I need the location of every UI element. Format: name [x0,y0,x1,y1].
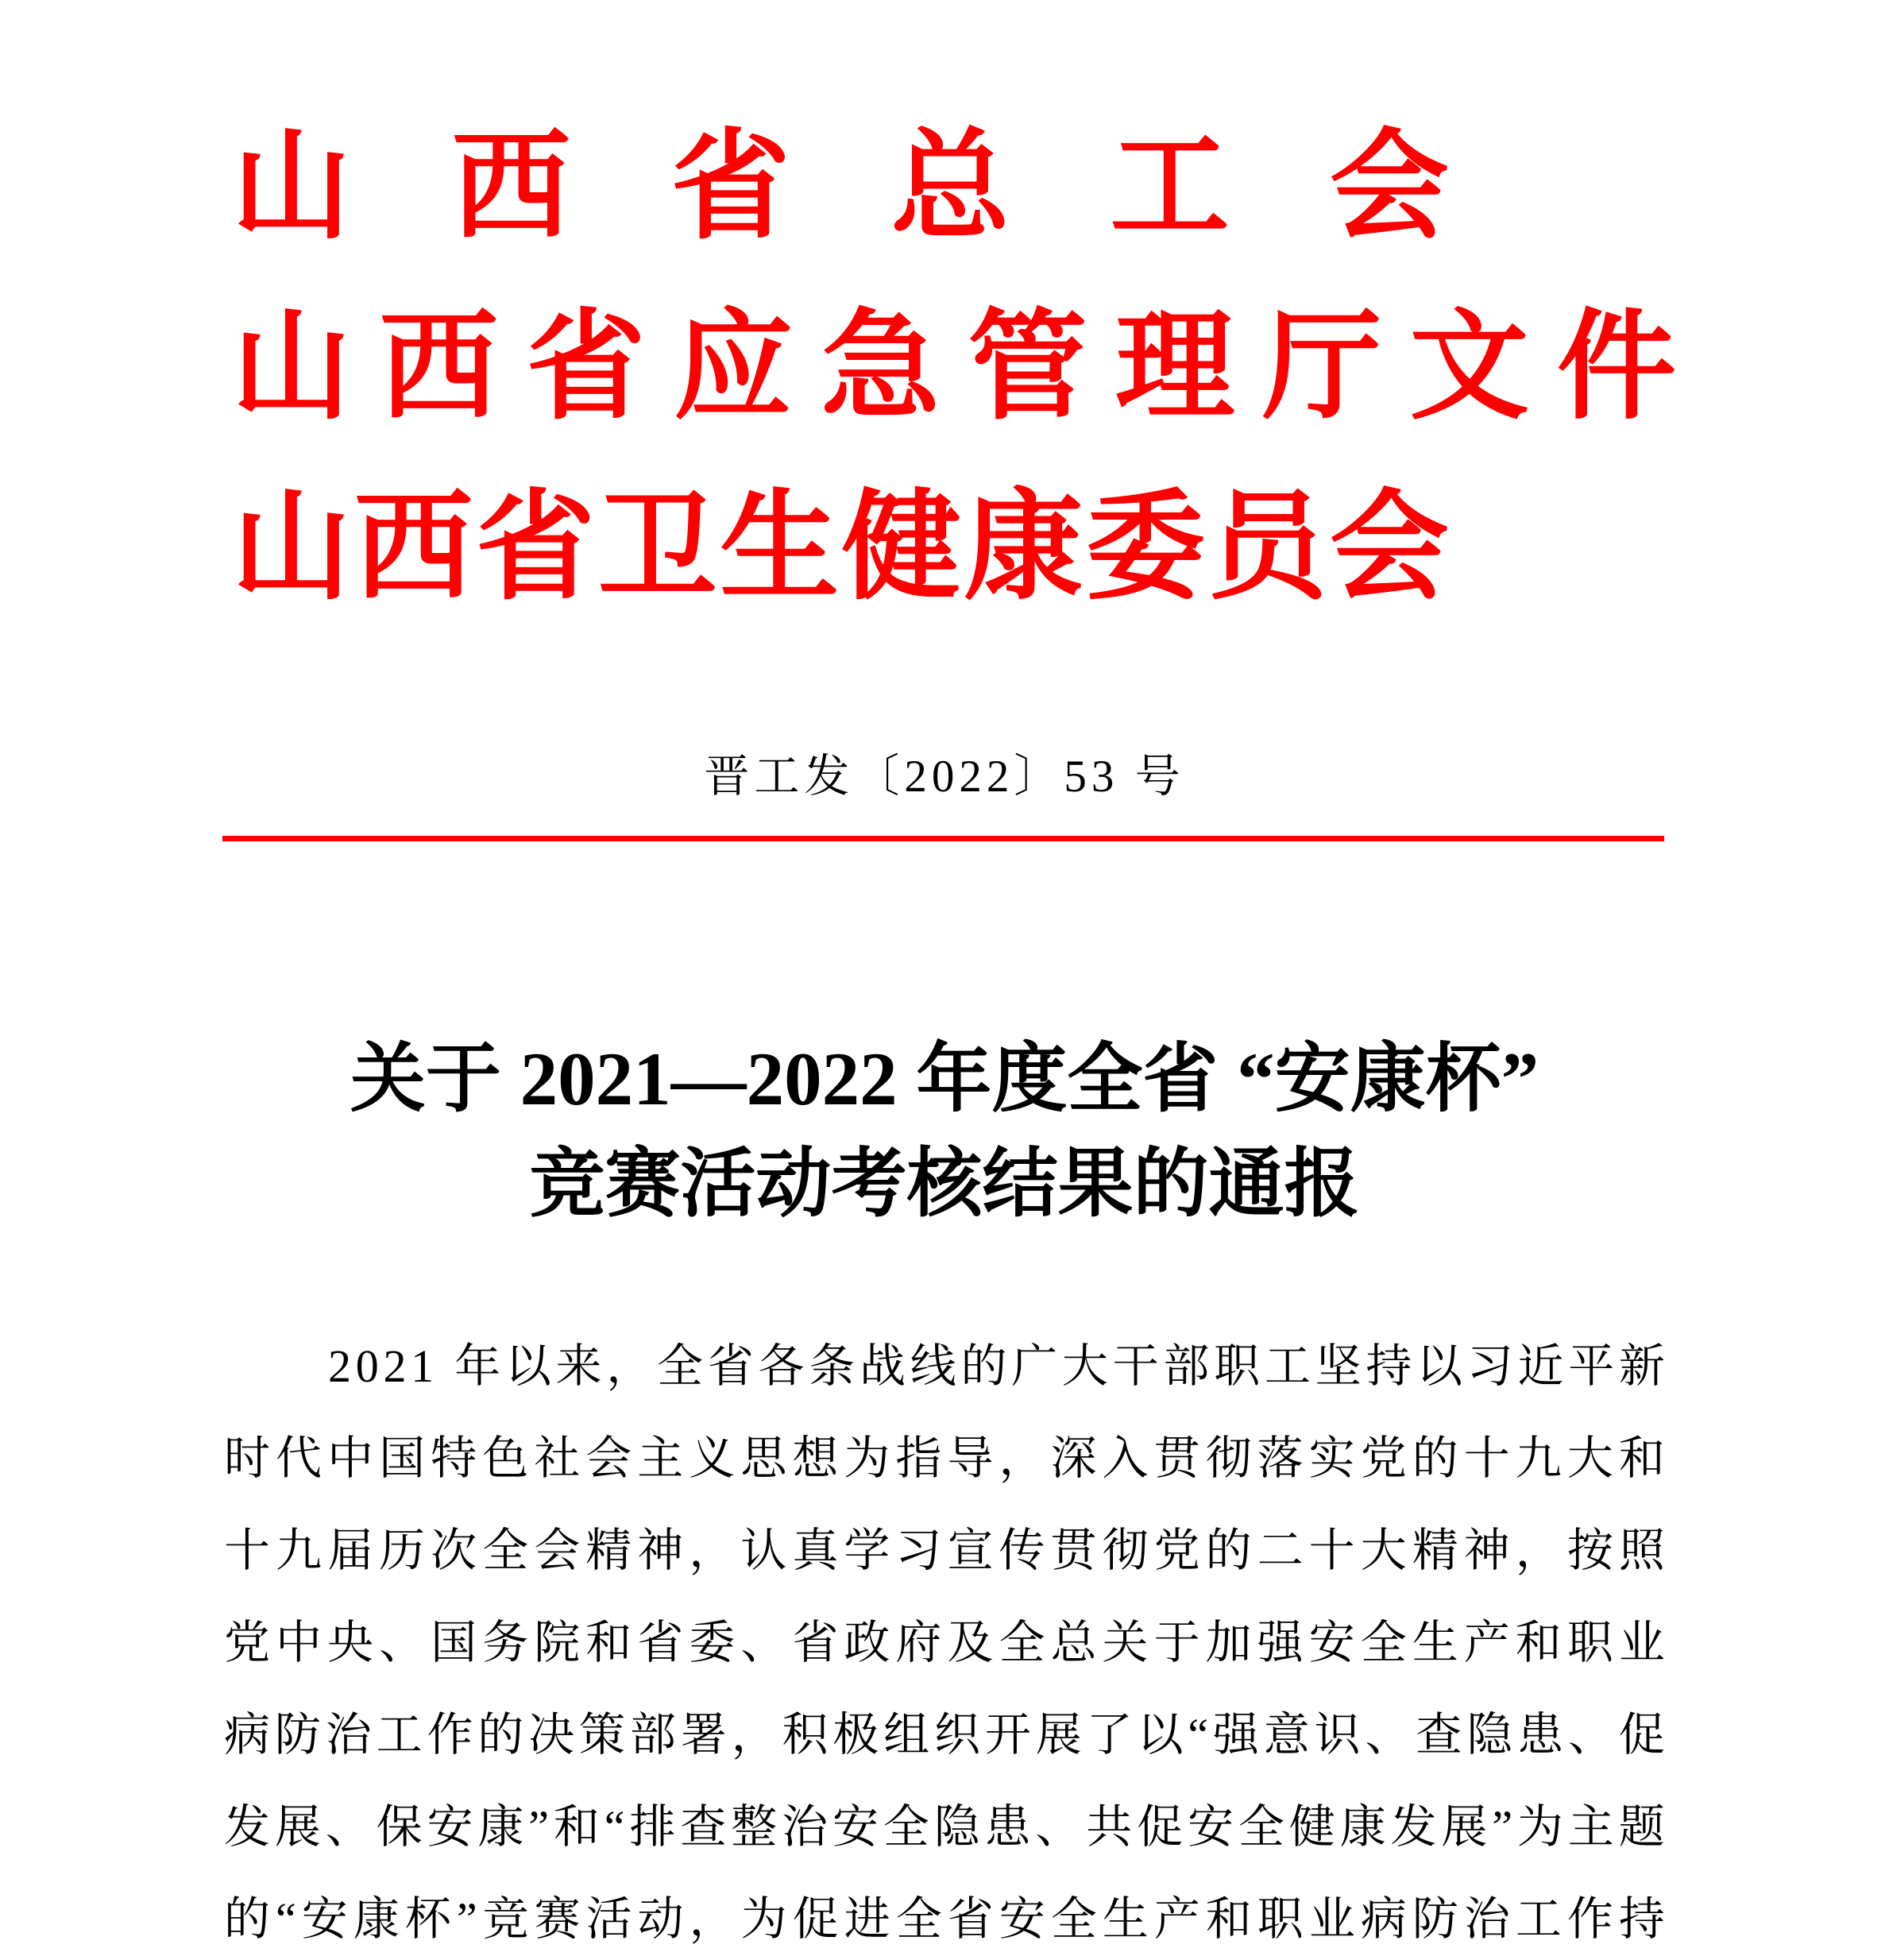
doc-number: 晋工发〔2022〕53 号 [704,752,1185,802]
red-divider-rule [222,836,1664,841]
body-line-3: 十 九 届 历 次 全 会 精 神 ， 认 真 学 习 宣 传 贯 彻 党 的 二 十 大 精 神 ， 按 照 [224,1525,1665,1576]
body-line-6: 发 展 、 保 安 康 ” 和 “ 排 查 整 治 安 全 隐 患 、 共 促 安 全 健 康 发 展 ” 为 主 题 [224,1801,1665,1853]
document-title [0,1026,1889,1236]
agency-line-2: 山 西 省 应 急 管 理 厅 文 件 [232,302,1676,434]
body-line-5: 病 防 治 工 作 的 决 策 部 署 ， 积 极 组 织 开 展 了 以 “ 强 意 识 、 查 隐 患 、 促 [224,1709,1665,1761]
body-paragraph [224,1320,1665,1960]
body-line-4: 党 中 央 、 国 务 院 和 省 委 、 省 政 府 及 全 总 关 于 加 强 安 全 生 产 和 职 业 [224,1617,1665,1668]
agency-line-3: 山 西 省 卫 生 健 康 委 员 会 [232,482,1449,614]
title-line-1: 关于 2021—2022 年度全省 “安康杯” [350,1037,1539,1121]
title-line-2: 竞赛活动考核结果的通报 [529,1142,1360,1226]
agency-line-1: 山 西 省 总 工 会 [232,122,1449,253]
body-line-1: 2 0 2 1 年 以 来 ， 全 省 各 条 战 线 的 广 大 干 部 职 工 坚 持 以 习 近 平 新 [328,1340,1665,1392]
body-line-2: 时 代 中 国 特 色 社 会 主 义 思 想 为 指 导 ， 深 入 贯 彻 落 实 党 的 十 九 大 和 [224,1432,1665,1484]
body-line-7: 的 “ 安 康 杯 ” 竞 赛 活 动 ， 为 促 进 全 省 安 全 生 产 和 职 业 病 防 治 工 作 持 [224,1893,1665,1945]
